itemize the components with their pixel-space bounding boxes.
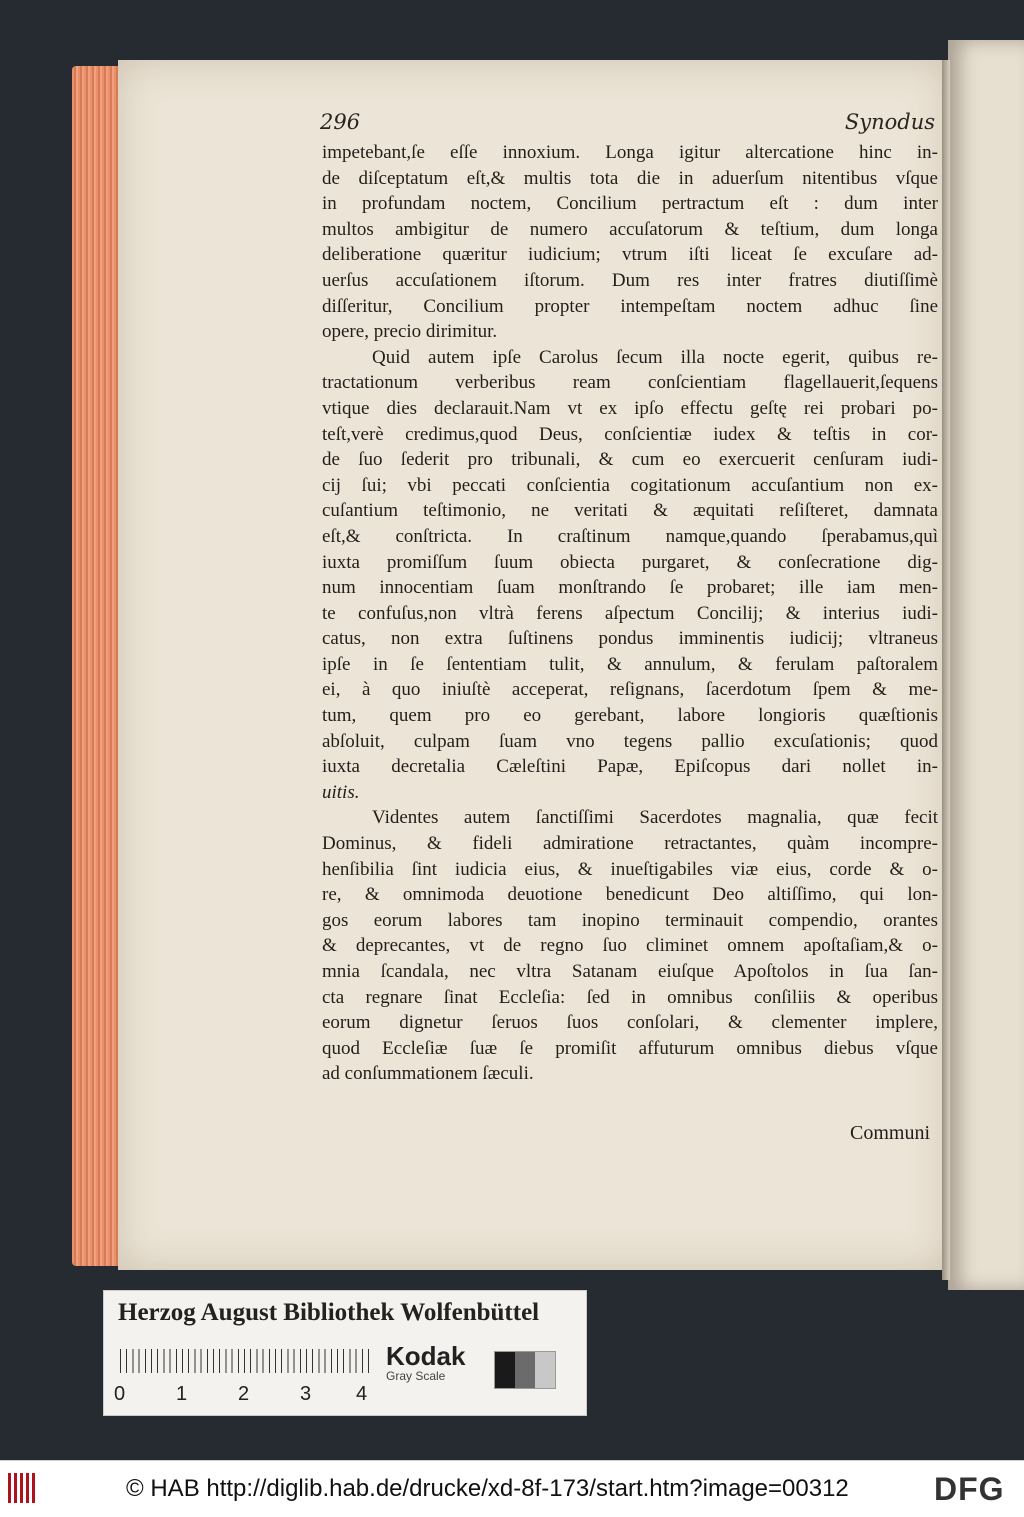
body-text <box>322 140 938 1087</box>
text-line: deliberatione quæritur iudicium; vtrum iſti liceat ſe excuſare ad- <box>322 244 938 266</box>
page-header <box>320 110 935 134</box>
ruler-number: 4 <box>356 1383 368 1405</box>
ruler-number: 2 <box>238 1383 250 1405</box>
ruler-number: 0 <box>114 1383 126 1405</box>
text-line: & deprecantes, vt de regno ſuo climinet omnem apoſtaſiam,& o- <box>322 935 938 957</box>
facing-page <box>948 40 1024 1290</box>
text-line: re, & omnimoda deuotione benedicunt Deo altiſſimo, qui lon- <box>322 884 938 906</box>
gray-scale-label: Gray Scale <box>386 1369 446 1383</box>
text-line: uitis. <box>322 781 360 803</box>
text-line: ipſe in ſe ſententiam tulit, & annulum, & ferulam paſtoralem <box>322 653 938 675</box>
text-line: ad conſummationem ſæculi. <box>322 1063 534 1085</box>
text-line: gos eorum labores tam inopino terminauit compendio, orantes <box>322 909 938 931</box>
library-label <box>103 1290 587 1416</box>
text-line: Dominus, & fideli admiratione retractantes, quàm incompre- <box>322 833 938 855</box>
text-line: eſt,& conſtricta. In craſtinum namque,quando ſperabamus,quì <box>322 525 938 547</box>
text-line: tractationum verberibus ream conſcientiam flagellauerit,ſequens <box>322 372 938 394</box>
hab-logo-icon <box>8 1473 38 1503</box>
text-line: multos ambigitur de numero accuſatorum & teſtium, dum longa <box>322 218 938 240</box>
text-line: mnia ſcandala, nec vltra Satanam eiuſque Apoſtolos in ſua ſan- <box>322 961 938 982</box>
book-gutter <box>942 60 950 1280</box>
text-line: in profundam noctem, Concilium pertractum eſt : dum inter <box>322 193 938 215</box>
label-title: Herzog August Bibliothek Wolfenbüttel <box>118 1299 540 1326</box>
gray-swatch-dark <box>495 1352 515 1388</box>
kodak-logo: Kodak <box>386 1341 466 1371</box>
text-line: opere, precio dirimitur. <box>322 321 498 343</box>
gray-swatches <box>494 1351 556 1389</box>
text-line: Videntes autem ſanctiſſimi Sacerdotes magnalia, quæ fecit <box>372 807 938 829</box>
text-line: vtique dies declarauit.Nam vt ex ipſo effectu geſtę rei probari po- <box>322 397 938 419</box>
text-line: henſibilia ſint iudicia eius, & inueſtigabiles viæ eius, corde & o- <box>322 858 938 880</box>
text-line: cta regnare ſinat Eccleſia: ſed in omnibus conſiliis & operibus <box>322 986 938 1008</box>
gray-swatch-light <box>535 1352 555 1388</box>
text-line: te confuſus,non vltrà ferens aſpectum Concilij; & interius iudi- <box>322 602 938 624</box>
text-line: quod Eccleſiæ ſuæ ſe promiſit affuturum omnibus diebus vſque <box>322 1037 938 1059</box>
text-line: num innocentiam ſuam monſtrando ſe probaret; ille iam men- <box>322 577 938 599</box>
ruler-number: 1 <box>176 1383 188 1405</box>
text-line: impetebant,ſe eſſe innoxium. Longa igitur altercatione hinc in- <box>322 142 938 163</box>
text-line: Quid autem ipſe Carolus ſecum illa nocte egerit, quibus re- <box>372 346 938 368</box>
page-number: 296 <box>320 110 361 134</box>
text-line: iuxta decretalia Cæleſtini Papæ, Epiſcopus dari nollet in- <box>322 756 938 778</box>
copyright-link[interactable]: © HAB http://diglib.hab.de/drucke/xd-8f-173/start.htm?image=00312 <box>126 1475 849 1502</box>
text-line: iuxta promiſſum ſuum obiecta purgaret, & conſecratione dig- <box>322 551 938 573</box>
text-line: de ſuo ſederit pro tribunali, & cum eo exercuerit cenſuram iudi- <box>322 449 938 471</box>
text-line: uerſus accuſationem iſtorum. Dum res inter fratres diutiſſimè <box>322 269 938 291</box>
text-line: tum, quem pro eo gerebant, labore longioris quæſtionis <box>322 705 938 727</box>
text-line: cuſantium teſtimonio, ne veritati & æquitati reſiſteret, damnata <box>322 500 938 522</box>
dfg-logo: DFG <box>934 1471 1005 1507</box>
running-title: Synodus <box>844 110 935 134</box>
text-line: catus, non extra ſuſtinens pondus imminentis iudicij; vltraneus <box>322 628 938 650</box>
text-line: cij ſui; vbi peccati conſcientia cogitationum accuſantium non ex- <box>322 474 938 496</box>
text-line: teſt,verè credimus,quod Deus, conſcientiæ iudex & teſtis in cor- <box>322 423 938 445</box>
text-line: ei, à quo iniuſtè acceperat, reſignans, ſacerdotum ſpem & me- <box>322 679 938 701</box>
gray-swatch-mid <box>515 1352 535 1388</box>
text-line: diſſeritur, Concilium propter intempeſtam noctem adhuc ſine <box>322 295 938 317</box>
text-line: de diſceptatum eſt,& multis tota die in aduerſum nitentibus vſque <box>322 167 938 189</box>
text-line: eorum dignetur ſeruos ſuos conſolari, & clementer implere, <box>322 1012 938 1034</box>
footer-bar <box>0 1460 1024 1517</box>
catchword: Communi <box>849 1122 930 1144</box>
scale-ruler <box>120 1349 370 1373</box>
text-line: abſoluit, culpam ſuam vno tegens pallio excuſationis; quod <box>322 730 938 752</box>
ruler-number: 3 <box>300 1383 312 1405</box>
